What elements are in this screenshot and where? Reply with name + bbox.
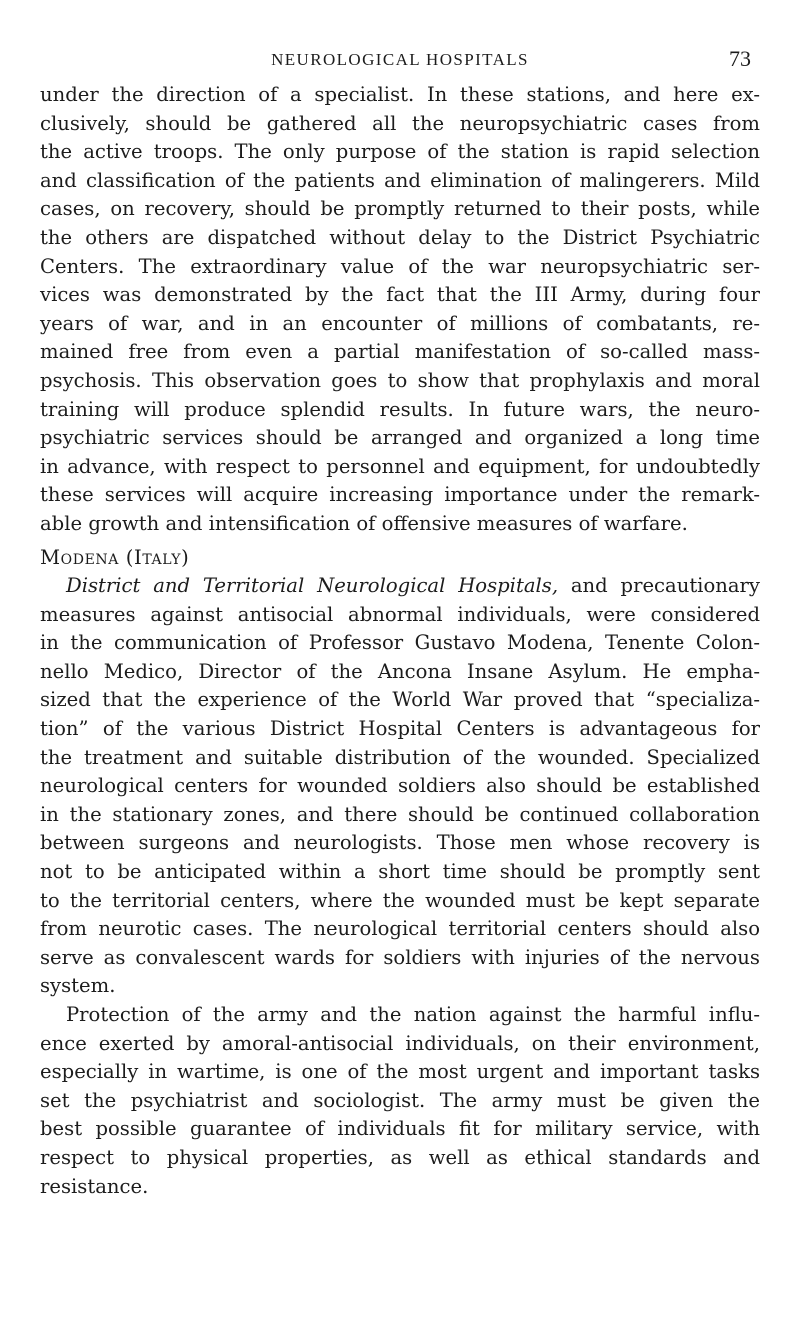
running-title: NEUROLOGICAL HOSPITALS [271,50,529,69]
text-line: able growth and intensification of offensive measures of warfare. [40,511,688,535]
text-line: tion” of the various District Hospital Centers is advantageous for [40,717,760,741]
paragraph-2 [40,572,760,1001]
italic-title: District and Territorial Neurological Hospitals, [66,574,559,598]
text-line: sized that the experience of the World War proved that “specializa- [40,688,760,712]
text-line: set the psychiatrist and sociologist. The army must be given the [40,1088,760,1112]
text-run: and precautionary [558,574,760,598]
text-line: in the communication of Professor Gustavo Modena, Tenente Colon- [40,631,760,655]
text-line: nello Medico, Director of the Ancona Insane Asylum. He empha- [40,659,760,683]
text-line: between surgeons and neurologists. Those men whose recovery is [40,831,760,855]
text-line: psychiatric services should be arranged and organized a long time [40,426,760,450]
section-heading: Modena (Italy) [40,545,190,569]
text-line: cases, on recovery, should be promptly returned to their posts, while [40,197,760,221]
text-line: in the stationary zones, and there should be continued collaboration [40,802,760,826]
text-line: best possible guarantee of individuals fit for military service, with [40,1117,760,1141]
text-line: the treatment and suitable distribution of the wounded. Specialized [40,745,760,769]
text-line: Centers. The extraordinary value of the war neuropsychiatric ser- [40,254,760,278]
text-line: Protection of the army and the nation against the harmful influ- [66,1003,760,1026]
text-line: not to be anticipated within a short time should be promptly sent [40,860,760,884]
body-text [40,81,760,1201]
text-line: measures against antisocial abnormal individuals, were considered [40,602,760,626]
text-line: the others are dispatched without delay to the District Psychiatric [40,225,760,249]
text-line: training will produce splendid results. In future wars, the neuro- [40,397,760,421]
text-line: respect to physical properties, as well as ethical standards and [40,1145,760,1169]
text-line: from neurotic cases. The neurological territorial centers should also [40,917,760,941]
text-line: psychosis. This observation goes to show that prophylaxis and moral [40,368,760,392]
text-line: in advance, with respect to personnel and equipment, for undoubtedly [40,454,760,478]
text-line: and classification of the patients and elimination of malingerers. Mild [40,168,760,192]
text-line: clusively, should be gathered all the neuropsychiatric cases from [40,111,760,135]
paragraph-1 [40,81,760,539]
text-line: system. [40,974,116,998]
page-number: 73 [729,46,751,71]
text-line: these services will acquire increasing importance under the remark- [40,483,760,507]
text-line: ence exerted by amoral-antisocial individuals, on their environment, [40,1031,760,1055]
text-line: neurological centers for wounded soldiers also should be established [40,774,760,798]
text-line: mained free from even a partial manifestation of so-called mass- [40,340,760,364]
text-line [40,572,760,601]
text-line: the active troops. The only purpose of the station is rapid selection [40,140,760,164]
paragraph-3 [40,1001,760,1201]
running-head [0,46,800,76]
text-line: especially in wartime, is one of the most urgent and important tasks [40,1060,760,1084]
text-line: years of war, and in an encounter of millions of combatants, re- [40,311,760,335]
text-line: resistance. [40,1174,149,1198]
text-line: to the territorial centers, where the wounded must be kept separate [40,888,760,912]
text-line: serve as convalescent wards for soldiers with injuries of the nervous [40,945,760,969]
text-line: under the direction of a specialist. In these stations, and here ex- [40,83,760,106]
text-line: vices was demonstrated by the fact that the III Army, during four [40,283,760,307]
